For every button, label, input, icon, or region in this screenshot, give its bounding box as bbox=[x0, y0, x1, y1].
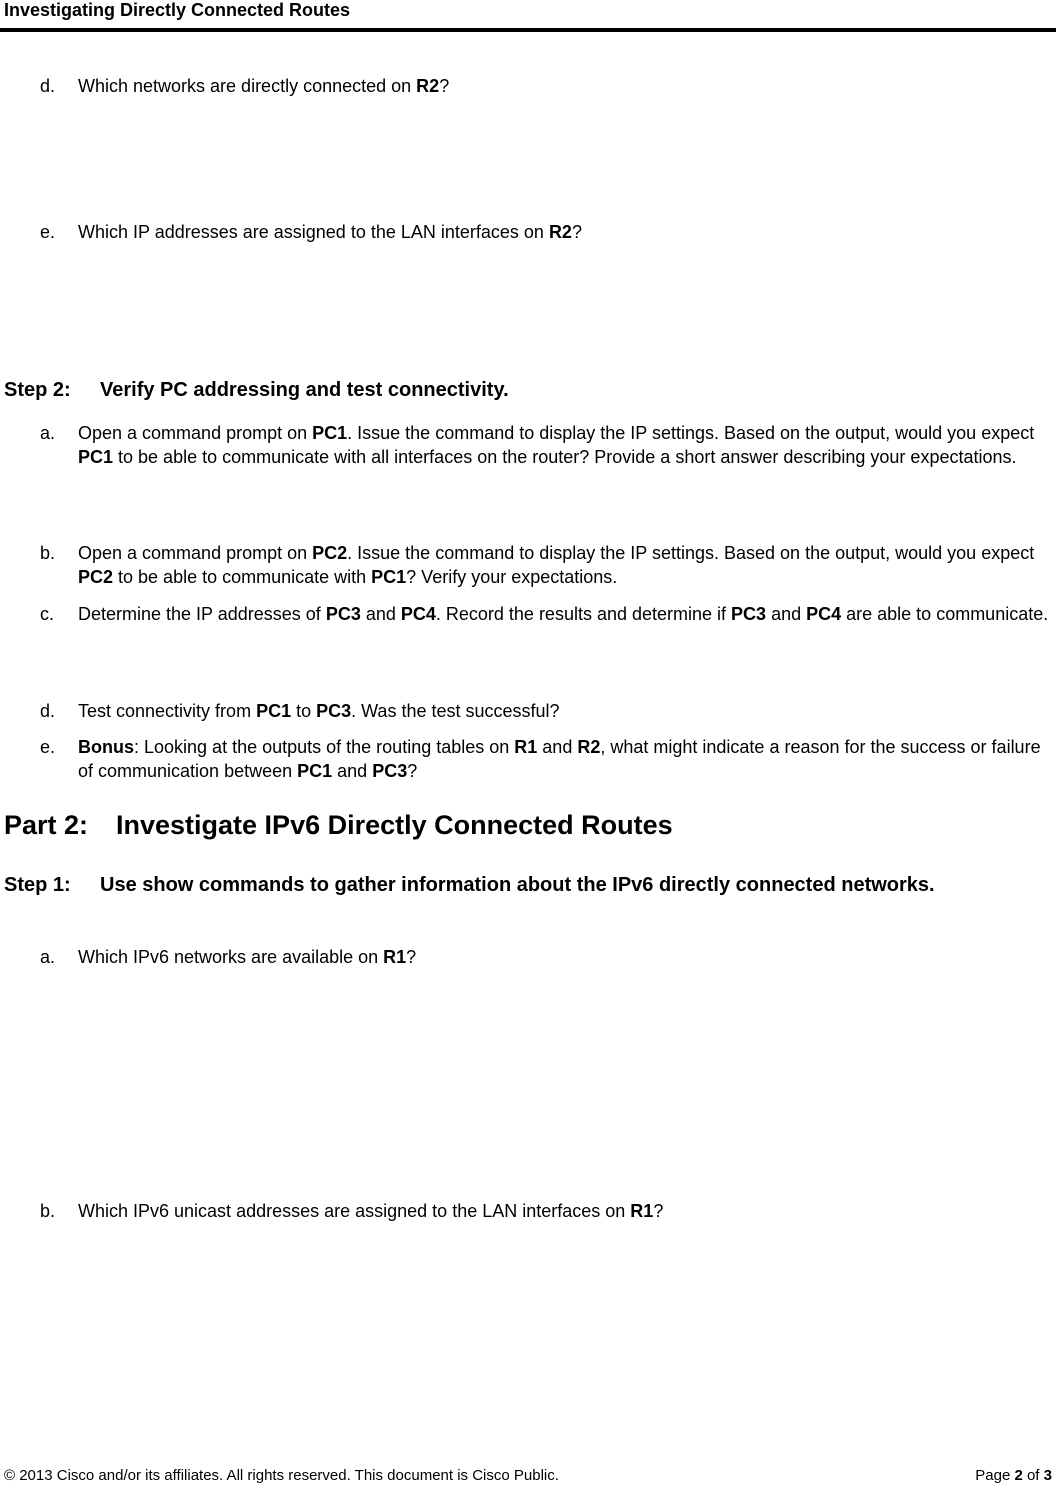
question-text: Determine the IP addresses of PC3 and PC4. Record the results and determine if PC3 and PC4 are able to communicate. bbox=[78, 604, 1049, 624]
question-text: Which IP addresses are assigned to the LAN interfaces on R2? bbox=[78, 222, 582, 242]
step-number: Step 1: bbox=[4, 874, 71, 896]
question-2b bbox=[40, 541, 1050, 589]
step-2-heading bbox=[4, 375, 1014, 405]
item-letter: e. bbox=[40, 737, 56, 757]
question-text: Open a command prompt on PC2. Issue the command to display the IP settings. Based on the output, would you expect PC2 to be able to communicate with PC1? Verify your expectations. bbox=[78, 543, 1035, 587]
item-letter: a. bbox=[40, 423, 56, 443]
item-letter: a. bbox=[40, 947, 56, 967]
question-2a bbox=[40, 421, 1050, 469]
item-letter: d. bbox=[40, 76, 56, 96]
question-text: Open a command prompt on PC1. Issue the command to display the IP settings. Based on the output, would you expect PC1 to be able to communicate with all interfaces on the router? Provide a short answer describing your expectations. bbox=[78, 423, 1035, 467]
question-1d bbox=[40, 74, 1050, 98]
page-header bbox=[0, 0, 1056, 32]
question-2e bbox=[40, 735, 1050, 783]
item-letter: c. bbox=[40, 604, 55, 624]
question-text: Bonus: Looking at the outputs of the routing tables on R1 and R2, what might indicate a reason for the success or failure of communication between PC1 and PC3? bbox=[78, 737, 1041, 781]
step-number: Step 2: bbox=[4, 379, 71, 401]
part-title: Investigate IPv6 Directly Connected Routes bbox=[116, 810, 673, 840]
item-letter: b. bbox=[40, 1201, 56, 1221]
page-number: Page 2 of 3 bbox=[975, 1467, 1052, 1484]
question-text: Which IPv6 unicast addresses are assigned to the LAN interfaces on R1? bbox=[78, 1201, 664, 1221]
part-2-heading bbox=[4, 809, 673, 841]
question-1e bbox=[40, 220, 1050, 244]
question-2c bbox=[40, 602, 1050, 626]
question-text: Test connectivity from PC1 to PC3. Was the test successful? bbox=[78, 701, 560, 721]
document-title: Investigating Directly Connected Routes bbox=[4, 0, 351, 20]
step-title: Verify PC addressing and test connectivity. bbox=[100, 379, 509, 401]
step-title: Use show commands to gather information about the IPv6 directly connected networks. bbox=[100, 874, 935, 896]
question-text: Which networks are directly connected on R2? bbox=[78, 76, 450, 96]
item-letter: d. bbox=[40, 701, 56, 721]
step-1-heading bbox=[4, 870, 1014, 900]
question-ipv6-b bbox=[40, 1199, 1050, 1223]
item-letter: b. bbox=[40, 543, 56, 563]
copyright-notice: © 2013 Cisco and/or its affiliates. All rights reserved. This document is Cisco Public. bbox=[4, 1467, 559, 1484]
part-number: Part 2: bbox=[4, 810, 89, 840]
item-letter: e. bbox=[40, 222, 56, 242]
page-footer bbox=[0, 1466, 1056, 1486]
question-ipv6-a bbox=[40, 945, 1050, 969]
question-2d bbox=[40, 699, 1050, 723]
question-text: Which IPv6 networks are available on R1? bbox=[78, 947, 417, 967]
